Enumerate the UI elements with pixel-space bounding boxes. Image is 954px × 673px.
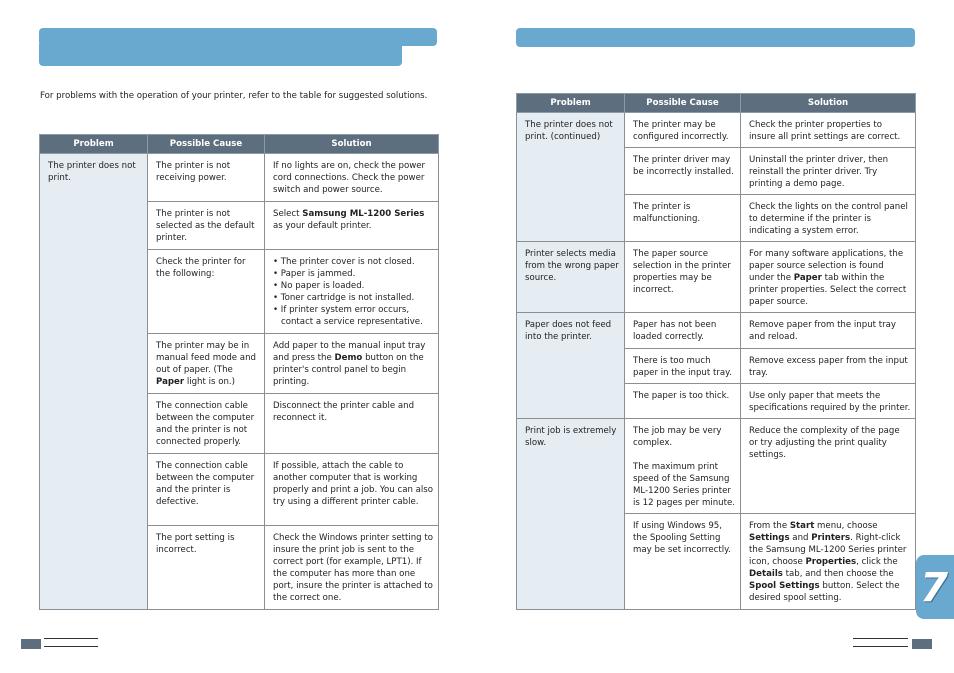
header-problem: Problem [40,135,148,154]
cause-cell: If using Windows 95, the Spooling Setting may be set incorrectly. [625,514,741,610]
cause-cell: The printer is not selected as the default printer. [148,202,265,250]
left-title-bar-bottom [39,44,402,66]
cause-cell: The printer is not receiving power. [148,154,265,202]
footer-rule-left [44,646,98,647]
solution-cell: Add paper to the manual input tray and press the Demo button on the printer's control panel to begin printing. [265,334,439,394]
cause-cell: The connection cable between the computer and the printer is not connected properly. [148,394,265,454]
solution-cell: Reduce the complexity of the page or try adjusting the print quality settings. [741,419,916,514]
chapter-number: 7 [920,565,948,611]
cause-cell: The printer may be configured incorrectly. [625,113,741,148]
intro-text: For problems with the operation of your printer, refer to the table for suggested solutions. [40,91,428,101]
solution-cell [265,250,439,334]
footer-marker-right [912,639,932,649]
cause-cell: Paper has not been loaded correctly. [625,313,741,349]
solution-cell: Check the printer properties to insure all print settings are correct. [741,113,916,148]
cause-cell: There is too much paper in the input tray. [625,349,741,384]
left-troubleshooting-table [39,134,439,610]
problem-cell: Paper does not feed into the printer. [517,313,625,419]
solution-item: • No paper is loaded. [273,281,365,291]
cause-cell: The job may be very complex. The maximum print speed of the Samsung ML-1200 Series printer is 12 pages per minute. [625,419,741,514]
cause-cell: The port setting is incorrect. [148,526,265,610]
solution-cell: From the Start menu, choose Settings and Printers. Right-click the Samsung ML-1200 Series printer icon, choose Properties, click the Details tab, and then choose the Spool Settings button. Select the desired spool setting. [741,514,916,610]
cause-cell: The printer is malfunctioning. [625,195,741,242]
solution-cell: Remove paper from the input tray and reload. [741,313,916,349]
solution-cell: For many software applications, the paper source selection is found under the Paper tab within the printer properties. Select the correct paper source. [741,242,916,313]
footer-rule-right [853,646,908,647]
solution-cell: If possible, attach the cable to another computer that is working properly and print a job. You can also try using a different printer cable. [265,454,439,526]
footer-rule-right [853,638,908,639]
header-cause: Possible Cause [148,135,265,154]
header-solution: Solution [741,94,916,113]
cause-cell: Check the printer for the following: [148,250,265,334]
problem-cell: Print job is extremely slow. [517,419,625,610]
solution-cell: If no lights are on, check the power cord connections. Check the power switch and power source. [265,154,439,202]
solution-cell: Use only paper that meets the specifications required by the printer. [741,384,916,419]
right-title-bar [516,28,915,47]
solution-item: • If printer system error occurs, contact a service representative. [273,305,423,327]
header-problem: Problem [517,94,625,113]
solution-cell: Remove excess paper from the input tray. [741,349,916,384]
solution-cell: Uninstall the printer driver, then reinstall the printer driver. Try printing a demo page. [741,148,916,195]
cause-cell: The printer driver may be incorrectly installed. [625,148,741,195]
solution-item: • The printer cover is not closed. [273,257,415,267]
footer-marker-left [21,639,41,649]
cause-cell: The paper source selection in the printer properties may be incorrect. [625,242,741,313]
problem-cell: Printer selects media from the wrong paper source. [517,242,625,313]
cause-cell: The connection cable between the computer and the printer is defective. [148,454,265,526]
right-troubleshooting-table [516,93,916,610]
solution-cell: Disconnect the printer cable and reconnect it. [265,394,439,454]
problem-cell: The printer does not print. (continued) [517,113,625,242]
header-cause: Possible Cause [625,94,741,113]
solution-item: • Toner cartridge is not installed. [273,293,415,303]
solution-cell: Select Samsung ML-1200 Series as your default printer. [265,202,439,250]
cause-cell: The printer may be in manual feed mode and out of paper. (The Paper light is on.) [148,334,265,394]
problem-cell: The printer does not print. [40,154,148,610]
header-solution: Solution [265,135,439,154]
cause-cell: The paper is too thick. [625,384,741,419]
footer-rule-left [44,638,98,639]
solution-item: • Paper is jammed. [273,269,356,279]
solution-cell: Check the Windows printer setting to insure the print job is sent to the correct port (for example, LPT1). If the computer has more than one port, insure the printer is attached to the correct one. [265,526,439,610]
solution-cell: Check the lights on the control panel to determine if the printer is indicating a system error. [741,195,916,242]
